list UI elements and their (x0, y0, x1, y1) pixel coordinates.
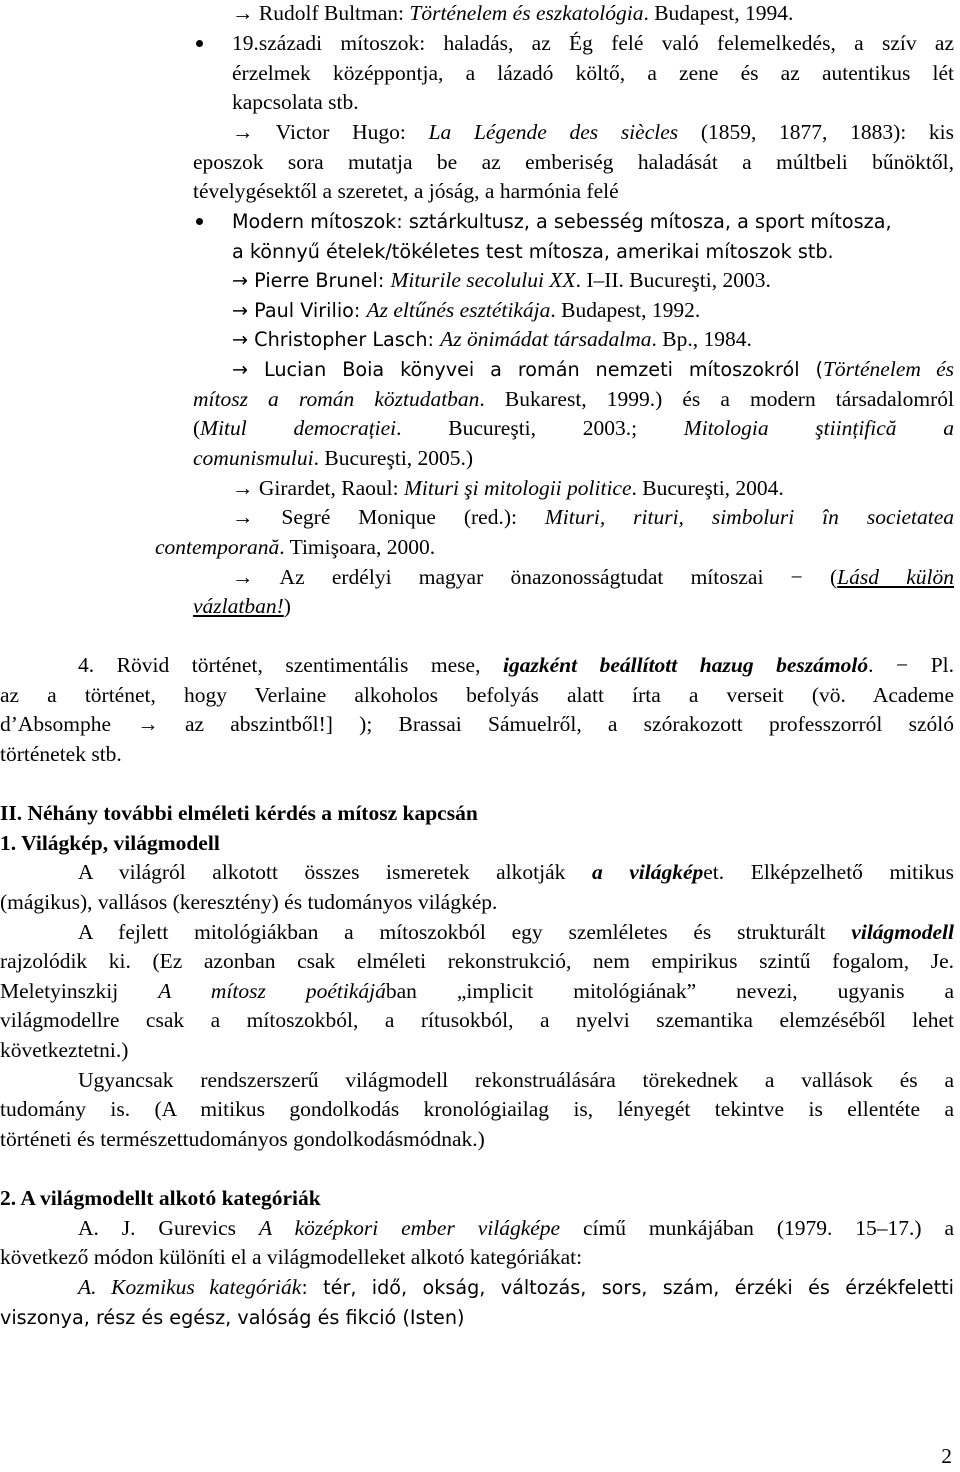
reference-line: → Paul Virilio: Az eltűnés esztétikája. Budapest, 1992. (232, 298, 701, 322)
reference-line: eposzok sora mutatja be az emberiség haladását a múltbeli bűnöktől, (193, 150, 954, 174)
reference-line: vázlatban!) (193, 594, 291, 618)
text: → Rudolf Bultman: (232, 1, 410, 25)
reference-line: comunismului. Bucureşti, 2005.) (193, 446, 474, 470)
bullet-text-line: a könnyű ételek/tökéletes test mítosza, amerikai mítoszok stb. (232, 240, 834, 263)
bullet-text-line: érzelmek középpontja, a lázadó költő, a zene és az autentikus lét (232, 61, 954, 85)
book-title: Történelem és eszkatológia (409, 1, 644, 25)
reference-line: → Girardet, Raoul: Mituri şi mitologii politice. Bucureşti, 2004. (232, 476, 784, 500)
paragraph-line: (mágikus), vallásos (keresztény) és tudományos világkép. (0, 890, 498, 914)
reference-line: → Pierre Brunel: Miturile secolului XX. I–II. Bucureşti, 2003. (232, 268, 771, 292)
reference-line: mítosz a román köztudatban. Bukarest, 1999.) és a modern társadalomról (193, 387, 954, 411)
section-heading: II. Néhány további elméleti kérdés a mítosz kapcsán (0, 801, 478, 825)
reference-line: contemporană. Timişoara, 2000. (155, 535, 436, 559)
paragraph-line: A fejlett mitológiákban a mítoszokból egy szemléletes és strukturált világmodell (78, 920, 954, 944)
reference-line: → Az erdélyi magyar önazonosságtudat mítoszai − (Lásd külön (232, 565, 954, 589)
bullet-text-line: kapcsolata stb. (232, 90, 359, 114)
reference-line: → Segré Monique (red.): Mituri, rituri, simboluri în societatea (232, 505, 954, 529)
paragraph-line: Meletyinszkij A mítosz poétikájában „implicit mitológiának” nevezi, ugyanis a (0, 979, 955, 1003)
paragraph-line: történeti és természettudományos gondolkodásmódnak.) (0, 1127, 485, 1151)
paragraph-line: következő módon különíti el a világmodelleket alkotó kategóriákat: (0, 1245, 583, 1269)
subsection-heading: 1. Világkép, világmodell (0, 831, 220, 855)
paragraph-line: következtetni.) (0, 1038, 129, 1062)
paragraph-line: 4. Rövid történet, szentimentális mese, igazként beállított hazug beszámoló. − Pl. (78, 653, 955, 677)
paragraph-line: világmodellre csak a mítoszokból, a rítusokból, a nyelvi szemantika elemzéséből lehet (0, 1008, 954, 1032)
reference-line: → Christopher Lasch: Az önimádat társadalma. Bp., 1984. (232, 327, 752, 351)
bullet-text-line: 19.századi mítoszok: haladás, az Ég felé való felemelkedés, a szív az (232, 31, 954, 55)
bullet-text-line: Modern mítoszok: sztárkultusz, a sebesség mítosza, a sport mítosza, (232, 210, 892, 233)
paragraph-line: A világról alkotott összes ismeretek alkotják a világképet. Elképzelhető mitikus (78, 860, 954, 884)
bullet-icon (196, 40, 203, 47)
paragraph-line: Ugyancsak rendszerszerű világmodell rekonstruálására törekednek a vallások és a (78, 1068, 954, 1092)
paragraph-line: viszonya, rész és egész, valóság és fikció (Isten) (0, 1306, 465, 1329)
paragraph-line: történetek stb. (0, 742, 122, 766)
reference-line: → Lucian Boia könyvei a román nemzeti mítoszokról (Történelem és (232, 357, 954, 381)
paragraph-line: A. J. Gurevics A középkori ember világképe című munkájában (1979. 15–17.) a (78, 1216, 954, 1240)
paragraph-line: A. Kozmikus kategóriák: tér, idő, okság, változás, sors, szám, érzéki és érzékfeletti (78, 1275, 954, 1299)
reference-line: (Mitul democrației. Bucureşti, 2003.; Mitologia ştiințifică a (193, 416, 954, 440)
page-number: 2 (941, 1444, 952, 1468)
reference-line (232, 0, 793, 28)
reference-line: → Victor Hugo: La Légende des siècles (1859, 1877, 1883): kis (232, 120, 955, 144)
text: . Budapest, 1994. (643, 1, 794, 25)
paragraph-line: az a történet, hogy Verlaine alkoholos befolyás alatt írta a verseit (vö. Academe (0, 683, 954, 707)
bullet-icon (196, 218, 203, 225)
reference-line: tévelygésektől a szeretet, a jóság, a harmónia felé (193, 179, 619, 203)
paragraph-line: d’Absomphe → az abszintből!] ); Brassai Sámuelről, a szórakozott professzorról szóló (0, 712, 954, 736)
subsection-heading: 2. A világmodellt alkotó kategóriák (0, 1186, 321, 1210)
paragraph-line: rajzolódik ki. (Ez azonban csak elméleti rekonstrukció, nem empirikus szintű fogalom, Je. (0, 949, 954, 973)
paragraph-line: tudomány is. (A mitikus gondolkodás kronológiailag is, lényegét tekintve is ellentéte a (0, 1097, 954, 1121)
